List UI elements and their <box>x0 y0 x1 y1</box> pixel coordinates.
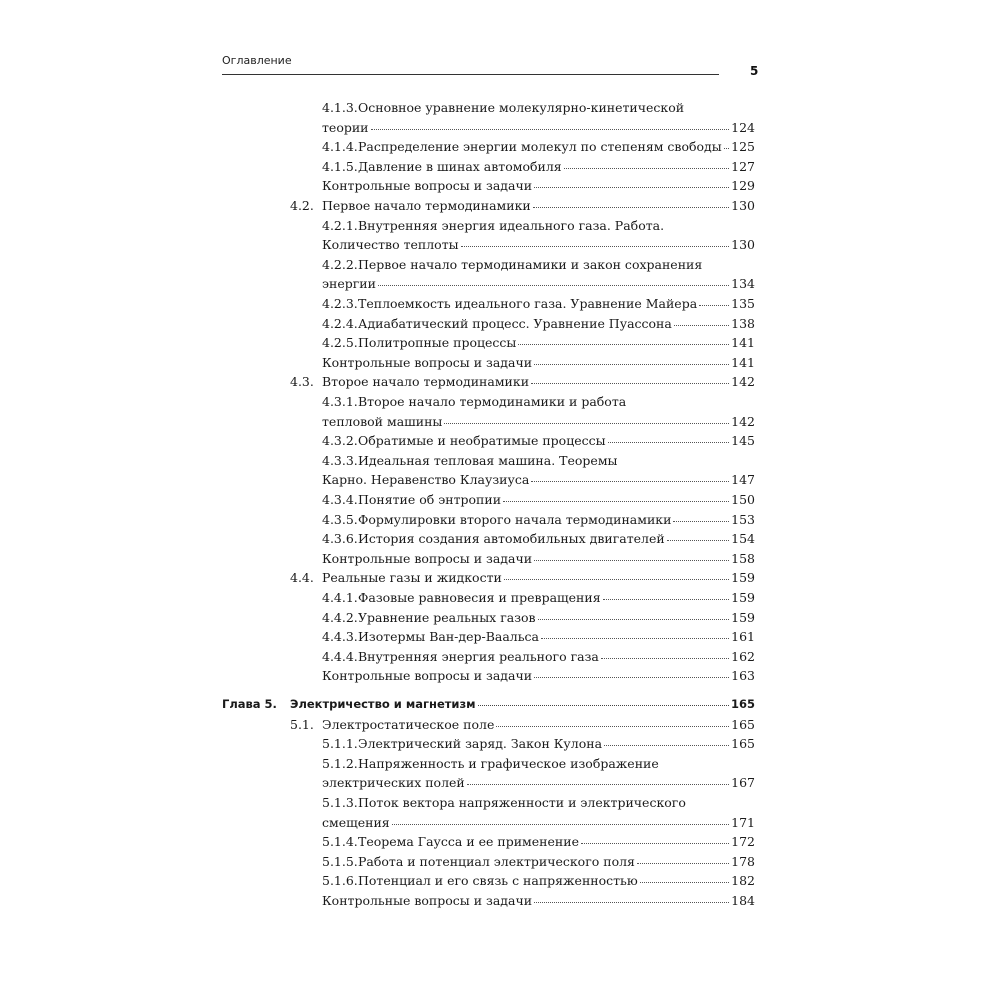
toc-leader-row <box>322 276 755 291</box>
toc-page-number: 130 <box>731 237 755 253</box>
toc-entry-title: Уравнение реальных газов <box>358 609 536 625</box>
toc-entry-title: Работа и потенциал электрического поля <box>358 853 635 869</box>
toc-page-number: 141 <box>731 335 755 351</box>
toc-entry-number: 4.2.3. <box>322 296 358 311</box>
toc-page-number: 167 <box>731 775 755 791</box>
toc-page-number: 142 <box>731 374 755 390</box>
dot-leader <box>581 833 729 845</box>
toc-entry-number: 4.4.1. <box>322 590 358 605</box>
toc-page-number: 171 <box>731 814 755 830</box>
toc-entry-title: Электростатическое поле <box>322 716 495 732</box>
dot-leader <box>699 294 729 306</box>
running-header-title: Оглавление <box>222 54 292 67</box>
toc-page-number: 172 <box>731 834 755 850</box>
toc-entry-number: 5.1.1. <box>322 736 358 752</box>
toc-page-number: 162 <box>731 648 755 664</box>
toc-leader-row <box>358 296 755 311</box>
toc-entry-number: 5.1.4. <box>322 834 358 850</box>
toc-leader-row <box>358 433 755 448</box>
dot-leader <box>378 275 729 287</box>
toc-leader-row <box>322 815 755 830</box>
toc-entry-title: энергии <box>322 276 376 292</box>
toc-entry-title-line: Внутренняя энергия идеального газа. Работа. <box>358 217 665 233</box>
dot-leader <box>531 373 729 385</box>
dot-leader <box>534 549 729 561</box>
toc-entry-title: Реальные газы и жидкости <box>322 570 502 586</box>
toc-entry-number: Глава 5. <box>222 697 277 711</box>
dot-leader <box>640 872 729 884</box>
toc-leader-row <box>358 873 755 888</box>
toc-entry-number: 4.2.5. <box>322 335 358 351</box>
toc-page-number: 135 <box>731 296 755 311</box>
toc-leader-row <box>322 374 755 389</box>
toc-leader-row <box>358 610 755 625</box>
toc-entry-title: История создания автомобильных двигателей <box>358 531 665 547</box>
toc-page-number: 127 <box>731 158 755 174</box>
toc-entry-number: 5.1.5. <box>322 853 358 869</box>
toc-leader-row <box>322 570 755 585</box>
dot-leader <box>564 157 729 169</box>
toc-entry-title-line: Напряженность и графическое изображение <box>358 755 659 771</box>
toc-entry-number: 4.4.3. <box>322 629 358 645</box>
toc-entry-title: смещения <box>322 814 390 830</box>
dot-leader <box>531 471 729 483</box>
dot-leader <box>371 118 730 130</box>
toc-entry-title-line: Первое начало термодинамики и закон сохранения <box>358 256 703 272</box>
toc-entry-number: 4.4. <box>290 570 314 586</box>
toc-entry-number: 4.1.4. <box>322 139 358 155</box>
toc-entry-title: Контрольные вопросы и задачи <box>322 178 533 194</box>
toc-page-number: 178 <box>731 853 755 869</box>
dot-leader <box>518 334 729 346</box>
toc-page-number: 182 <box>731 873 755 889</box>
toc-entry-title: Электрический заряд. Закон Кулона <box>358 736 603 752</box>
toc-page-number: 134 <box>731 276 755 292</box>
toc-entry-title: электрических полей <box>322 775 465 791</box>
toc-entry-number: 4.3.2. <box>322 433 358 449</box>
toc-entry-number: 4.2.2. <box>322 256 358 272</box>
toc-entry-title: Первое начало термодинамики <box>322 198 531 213</box>
toc-leader-row <box>322 355 755 370</box>
toc-leader-row <box>358 736 755 751</box>
toc-page-number: 158 <box>731 550 755 566</box>
dot-leader <box>601 647 729 659</box>
toc-leader-row <box>358 512 755 527</box>
toc-leader-row <box>358 649 755 664</box>
toc-entry-title: Теорема Гаусса и ее применение <box>358 834 579 850</box>
toc-entry-title: Политропные процессы <box>358 335 517 351</box>
toc-leader-row <box>322 717 755 732</box>
toc-page-number: 165 <box>730 697 755 711</box>
toc-page-number: 159 <box>731 570 755 586</box>
toc-entry-number: 5.1.6. <box>322 873 358 889</box>
dot-leader <box>534 667 729 679</box>
toc-leader-row <box>322 198 755 213</box>
toc-entry-title-line: Второе начало термодинамики и работа <box>358 394 627 409</box>
toc-entry-title: Понятие об энтропии <box>358 492 502 507</box>
toc-page-number: 129 <box>731 178 755 194</box>
toc-entry-title-line: Идеальная тепловая машина. Теоремы <box>358 452 618 468</box>
dot-leader <box>538 608 730 620</box>
toc-entry-title: Адиабатический процесс. Уравнение Пуассона <box>358 315 672 331</box>
toc-leader-row <box>322 775 755 790</box>
dot-leader <box>533 196 729 208</box>
toc-page-number: 163 <box>731 668 755 684</box>
dot-leader <box>534 177 729 189</box>
toc-entry-number: 4.3. <box>290 374 314 390</box>
toc-entry-number: 4.4.2. <box>322 609 358 625</box>
toc-leader-row <box>322 668 755 683</box>
toc-entry-title: Второе начало термодинамики <box>322 374 530 390</box>
dot-leader <box>608 432 730 444</box>
toc-entry-number: 4.3.3. <box>322 452 358 468</box>
toc-leader-row <box>322 472 755 487</box>
dot-leader <box>461 236 730 248</box>
toc-entry-title-line: Поток вектора напряженности и электрического <box>358 795 686 810</box>
toc-page-number: 161 <box>731 629 755 645</box>
toc-leader-row <box>290 697 755 711</box>
toc-entry-title: Контрольные вопросы и задачи <box>322 668 533 684</box>
toc-page-number: 165 <box>731 716 755 732</box>
dot-leader <box>674 314 729 326</box>
toc-page-number: 147 <box>731 472 755 488</box>
toc-entry-number: 4.3.5. <box>322 511 358 527</box>
toc-entry-number: 4.1.5. <box>322 158 358 174</box>
toc-entry-number: 4.4.4. <box>322 648 358 664</box>
toc-entry-title: Контрольные вопросы и задачи <box>322 354 533 370</box>
toc-entry-title: Изотермы Ван-дер-Ваальса <box>358 629 540 645</box>
toc-entry-title: теории <box>322 119 369 135</box>
dot-leader <box>673 510 729 522</box>
toc-page-number: 159 <box>731 609 755 625</box>
toc-page-number: 154 <box>731 531 755 547</box>
toc-entry-number: 5.1.2. <box>322 755 358 771</box>
toc-entry-title: Давление в шинах автомобиля <box>358 158 562 174</box>
dot-leader <box>504 569 729 581</box>
dot-leader <box>541 628 729 640</box>
toc-entry-title: Количество теплоты <box>322 237 459 253</box>
toc-page-number: 141 <box>731 354 755 370</box>
toc-leader-row <box>358 492 755 507</box>
toc-leader-row <box>322 551 755 566</box>
toc-leader-row <box>358 834 755 849</box>
dot-leader <box>496 715 729 727</box>
toc-leader-row <box>358 854 755 869</box>
toc-leader-row <box>322 178 755 193</box>
dot-leader <box>667 530 729 542</box>
toc-leader-row <box>358 590 755 605</box>
toc-entry-number: 4.2.1. <box>322 217 358 233</box>
toc-entry-number: 4.3.1. <box>322 394 358 409</box>
toc-leader-row <box>358 139 755 154</box>
toc-entry-number: 4.2.4. <box>322 315 358 331</box>
toc-leader-row <box>322 120 755 135</box>
dot-leader <box>637 852 729 864</box>
toc-entry-number: 5.1. <box>290 716 314 732</box>
toc-page-number: 130 <box>731 198 755 213</box>
toc-leader-row <box>358 531 755 546</box>
toc-leader-row <box>322 414 755 429</box>
toc-entry-number: 5.1.3. <box>322 795 358 810</box>
toc-entry-title: Распределение энергии молекул по степеням свободы <box>358 139 722 155</box>
dot-leader <box>444 412 729 424</box>
toc-page-number: 150 <box>731 492 755 507</box>
toc-page-number: 125 <box>731 139 755 155</box>
page-number: 5 <box>750 64 759 78</box>
toc-entry-title: Карно. Неравенство Клаузиуса <box>322 472 530 488</box>
dot-leader <box>604 735 729 747</box>
dot-leader <box>503 490 729 502</box>
toc-page-number: 159 <box>731 590 755 605</box>
toc-entry-title: Потенциал и его связь с напряженностью <box>358 873 638 889</box>
dot-leader <box>467 774 729 786</box>
toc-entry-title: Фазовые равновесия и превращения <box>358 590 601 605</box>
toc-entry-title: Контрольные вопросы и задачи <box>322 893 533 908</box>
toc-page-number: 145 <box>731 433 755 449</box>
toc-leader-row <box>322 237 755 252</box>
toc-page-number: 153 <box>731 511 755 527</box>
toc-entry-title-line: Основное уравнение молекулярно-кинетической <box>358 100 685 115</box>
toc-entry-number: 4.3.6. <box>322 531 358 547</box>
toc-leader-row <box>358 335 755 350</box>
toc-entry-number: 4.3.4. <box>322 492 358 507</box>
toc-entry-title: Формулировки второго начала термодинамики <box>358 511 672 527</box>
toc-entry-title: Обратимые и необратимые процессы <box>358 433 606 449</box>
toc-entry-number: 4.1.3. <box>322 100 358 115</box>
dot-leader <box>534 891 729 903</box>
toc-page-number: 142 <box>731 413 755 429</box>
dot-leader <box>603 588 730 600</box>
toc-page-number: 124 <box>731 119 755 135</box>
toc-leader-row <box>358 316 755 331</box>
toc-page-number: 184 <box>731 893 755 908</box>
dot-leader <box>392 813 729 825</box>
toc-leader-row <box>358 629 755 644</box>
toc-entry-title: тепловой машины <box>322 413 443 429</box>
toc-entry-title: Внутренняя энергия реального газа <box>358 648 599 664</box>
dot-leader <box>534 353 729 365</box>
toc-entry-title: Теплоемкость идеального газа. Уравнение Майера <box>358 296 698 311</box>
toc-leader-row <box>322 893 755 908</box>
toc-page-number: 165 <box>731 736 755 752</box>
toc-entry-number: 4.2. <box>290 198 314 213</box>
toc-entry-title: Контрольные вопросы и задачи <box>322 550 533 566</box>
dot-leader <box>724 138 729 150</box>
toc-leader-row <box>358 159 755 174</box>
toc-entry-title: Электричество и магнетизм <box>290 697 476 711</box>
dot-leader <box>478 695 729 706</box>
toc-page-number: 138 <box>731 315 755 331</box>
